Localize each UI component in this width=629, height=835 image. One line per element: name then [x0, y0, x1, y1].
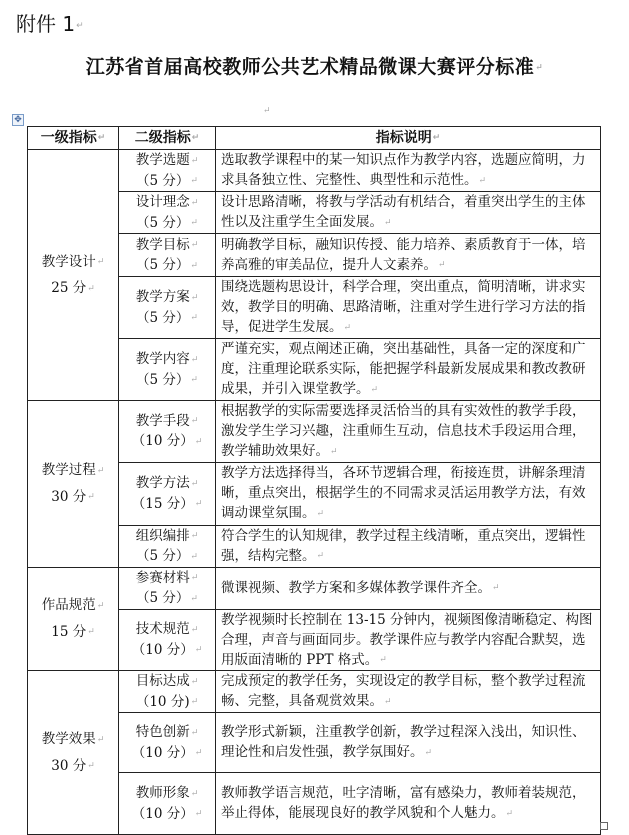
level2-name: 技术规范 ↵: [123, 619, 211, 640]
level2-cell: [119, 401, 216, 463]
description-cell: [216, 192, 601, 234]
level2-name: 教学选题 ↵: [123, 150, 211, 171]
level2-cell: [119, 609, 216, 671]
document-title: 江苏省首届高校教师公共艺术精品微课大赛评分标准 ↵: [0, 52, 629, 79]
level2-cell: [119, 277, 216, 339]
level1-score: 30 分 ↵: [32, 756, 114, 777]
level1-cell: [28, 150, 119, 401]
level2-name: 特色创新 ↵: [123, 722, 211, 743]
description-text: 根据教学的实际需要选择灵活恰当的具有实效性的教学手段，激发学生学习兴趣，注重师生互动，信息技术手段运用合理，教学辅助效果好。 ↵: [221, 403, 586, 459]
level2-score: （5 分） ↵: [123, 213, 211, 234]
level2-cell: [119, 462, 216, 525]
level2-name: 设计理念 ↵: [123, 192, 211, 213]
table-row: [28, 671, 601, 713]
level2-score: （10 分） ↵: [123, 743, 211, 764]
level2-score: （10 分） ↵: [123, 804, 211, 825]
description-text: 选取教学课程中的某一知识点作为教学内容，选题应简明，力求具备独立性、完整性、典型性和示范性。 ↵: [221, 152, 586, 188]
description-cell: [216, 401, 601, 463]
description-cell: [216, 567, 601, 609]
level2-name: 组织编排 ↵: [123, 526, 211, 547]
level1-cell: [28, 401, 119, 568]
empty-paragraph: [262, 100, 272, 112]
level2-score: （5 分） ↵: [123, 588, 211, 609]
level2-score: （5 分） ↵: [123, 546, 211, 567]
level2-cell: [119, 525, 216, 567]
level2-score: （10 分） ↵: [123, 640, 211, 661]
level2-cell: [119, 567, 216, 609]
table-header-row: [28, 127, 601, 150]
level2-cell: [119, 713, 216, 773]
description-cell: [216, 713, 601, 773]
description-text: 符合学生的认知规律，教学过程主线清晰，重点突出，逻辑性强，结构完整。 ↵: [221, 528, 586, 564]
description-text: 教学视频时长控制在 13-15 分钟内，视频图像清晰稳定、构图合理，声音与画面同步。教学课件应与教学内容配合默契，选用版面清晰的 PPT 格式。 ↵: [221, 612, 593, 668]
description-cell: [216, 339, 601, 401]
level2-name: 教师形象 ↵: [123, 783, 211, 804]
description-cell: [216, 609, 601, 671]
description-cell: [216, 671, 601, 713]
description-cell: [216, 525, 601, 567]
level2-name: 目标达成 ↵: [123, 671, 211, 692]
level2-name: 教学手段 ↵: [123, 411, 211, 432]
level2-name: 教学内容 ↵: [123, 349, 211, 370]
level2-score: （5 分） ↵: [123, 171, 211, 192]
scoring-table: [27, 126, 601, 835]
description-text: 教学方法选择得当，各环节逻辑合理，衔接连贯，讲解条理清晰，重点突出，根据学生的不同需求灵活运用教学方法，有效调动课堂氛围。 ↵: [221, 465, 586, 521]
header-level1: 一级指标 ↵: [28, 127, 119, 150]
level2-name: 参赛材料 ↵: [123, 568, 211, 589]
level2-name: 教学方法 ↵: [123, 473, 211, 494]
level1-name: 教学效果 ↵: [32, 729, 114, 750]
level2-cell: [119, 192, 216, 234]
description-text: 设计思路清晰，将教与学活动有机结合，着重突出学生的主体性以及注重学生全面发展。 ↵: [221, 194, 586, 230]
attachment-label: 附件 1 ↵: [16, 8, 84, 37]
level1-name: 教学设计 ↵: [32, 252, 114, 273]
level1-name: 作品规范 ↵: [32, 595, 114, 616]
description-text: 教师教学语言规范，吐字清晰，富有感染力，教师着装规范，举止得体，能展现良好的教学风貌和个人魅力。 ↵: [221, 785, 586, 821]
header-description: 指标说明 ↵: [216, 127, 601, 150]
description-text: 围绕选题构思设计，科学合理，突出重点，简明清晰，讲求实效，教学目的明确、思路清晰，注重对学生进行学习方法的指导，促进学生发展。 ↵: [221, 279, 586, 335]
level2-name: 教学目标 ↵: [123, 235, 211, 256]
description-text: 教学形式新颖，注重教学创新，教学过程深入浅出，知识性、理论性和启发性强，教学氛围好。 ↵: [221, 724, 586, 760]
level1-cell: [28, 671, 119, 835]
header-level2: 二级指标 ↵: [119, 127, 216, 150]
table-resize-handle[interactable]: [600, 822, 608, 830]
description-text: 微课视频、教学方案和多媒体教学课件齐全。 ↵: [221, 580, 500, 596]
level2-score: （10 分) ↵: [123, 692, 211, 713]
level1-score: 15 分 ↵: [32, 622, 114, 643]
level2-score: （10 分） ↵: [123, 431, 211, 452]
table-row: [28, 401, 601, 463]
level1-name: 教学过程 ↵: [32, 460, 114, 481]
level1-score: 25 分 ↵: [32, 278, 114, 299]
table-row: [28, 150, 601, 192]
level2-cell: [119, 234, 216, 277]
table-move-handle-icon[interactable]: ✥: [12, 114, 24, 126]
level2-cell: [119, 773, 216, 835]
table-row: [28, 567, 601, 609]
description-cell: [216, 277, 601, 339]
description-cell: [216, 234, 601, 277]
level2-score: （5 分） ↵: [123, 308, 211, 329]
description-cell: [216, 462, 601, 525]
level2-name: 教学方案 ↵: [123, 287, 211, 308]
description-text: 严谨充实，观点阐述正确，突出基础性，具备一定的深度和广度，注重理论联系实际，能把握学科最新发展成果和教改教研成果，并引入课堂教学。 ↵: [221, 341, 586, 397]
level2-score: （5 分） ↵: [123, 370, 211, 391]
level1-cell: [28, 567, 119, 671]
description-text: 明确教学目标，融知识传授、能力培养、素质教育于一体，培养高雅的审美品位，提升人文素养。 ↵: [221, 237, 586, 273]
level2-cell: [119, 150, 216, 192]
level2-score: （5 分） ↵: [123, 255, 211, 276]
level1-score: 30 分 ↵: [32, 487, 114, 508]
level2-cell: [119, 339, 216, 401]
description-cell: [216, 773, 601, 835]
description-cell: [216, 150, 601, 192]
level2-score: （15 分） ↵: [123, 494, 211, 515]
level2-cell: [119, 671, 216, 713]
description-text: 完成预定的教学任务，实现设定的教学目标，整个教学过程流畅、完整，具备观赏效果。 ↵: [221, 673, 586, 709]
